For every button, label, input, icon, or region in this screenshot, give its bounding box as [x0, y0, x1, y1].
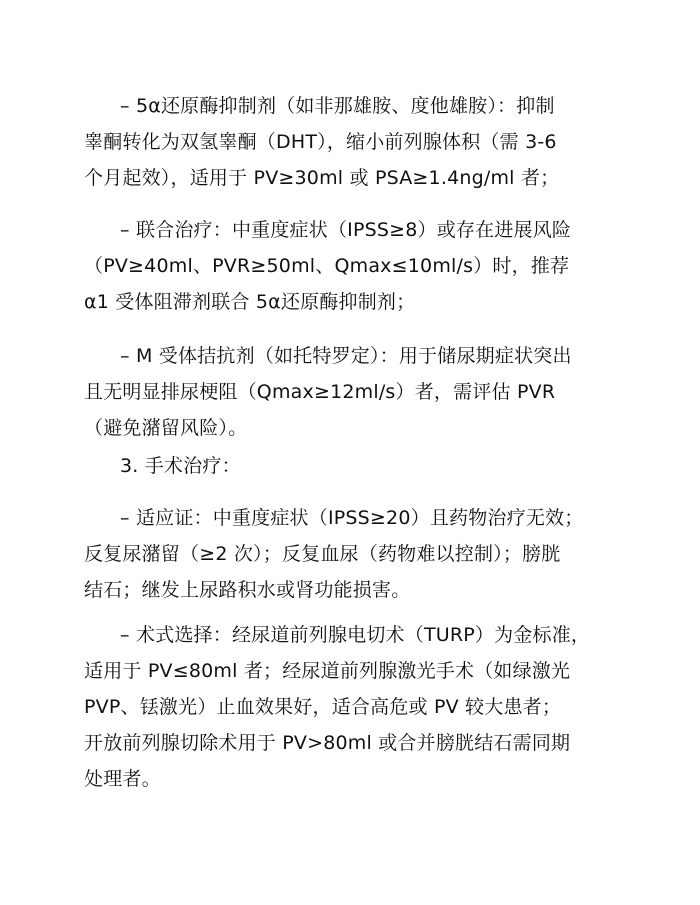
- text-line: – 联合治疗：中重度症状（IPSS≥8）或存在进展风险: [120, 219, 572, 241]
- section-heading: 3. 手术治疗：: [120, 455, 241, 477]
- text-line: – 5α还原酶抑制剂（如非那雄胺、度他雄胺）：抑制: [120, 95, 555, 117]
- text-line: （PV≥40ml、PVR≥50ml、Qmax≤10ml/s）时，推荐: [84, 255, 570, 277]
- text-line: （避免潴留风险）。: [84, 417, 248, 439]
- paragraph-5ari: [84, 88, 624, 196]
- paragraph-surgical-options: [84, 617, 624, 797]
- paragraph-m-receptor-antagonist: [84, 338, 624, 446]
- text-line: 且无明显排尿梗阻（Qmax≥12ml/s）者，需评估 PVR: [84, 381, 556, 403]
- paragraph-combination-therapy: [84, 212, 624, 320]
- paragraph-indications: [84, 500, 624, 608]
- text-line: – M 受体拮抗剂（如托特罗定）：用于储尿期症状突出: [120, 345, 572, 367]
- text-line: 个月起效），适用于 PV≥30ml 或 PSA≥1.4ng/ml 者；: [84, 167, 560, 189]
- text-line: PVP、铥激光）止血效果好，适合高危或 PV 较大患者；: [84, 696, 562, 718]
- text-line: 结石；继发上尿路积水或肾功能损害。: [84, 579, 411, 601]
- text-line: 处理者。: [84, 768, 161, 790]
- text-line: – 术式选择：经尿道前列腺电切术（TURP）为金标准，: [120, 624, 591, 646]
- text-line: 开放前列腺切除术用于 PV>80ml 或合并膀胱结石需同期: [84, 732, 571, 754]
- text-line: 适用于 PV≤80ml 者；经尿道前列腺激光手术（如绿激光: [84, 660, 571, 682]
- text-line: α1 受体阻滞剂联合 5α还原酶抑制剂；: [84, 291, 416, 313]
- section-heading-surgery: [84, 448, 624, 484]
- text-line: – 适应证：中重度症状（IPSS≥20）且药物治疗无效；: [120, 507, 584, 529]
- text-line: 睾酮转化为双氢睾酮（DHT），缩小前列腺体积（需 3-6: [84, 131, 557, 153]
- text-line: 反复尿潴留（≥2 次）；反复血尿（药物难以控制）；膀胱: [84, 543, 561, 565]
